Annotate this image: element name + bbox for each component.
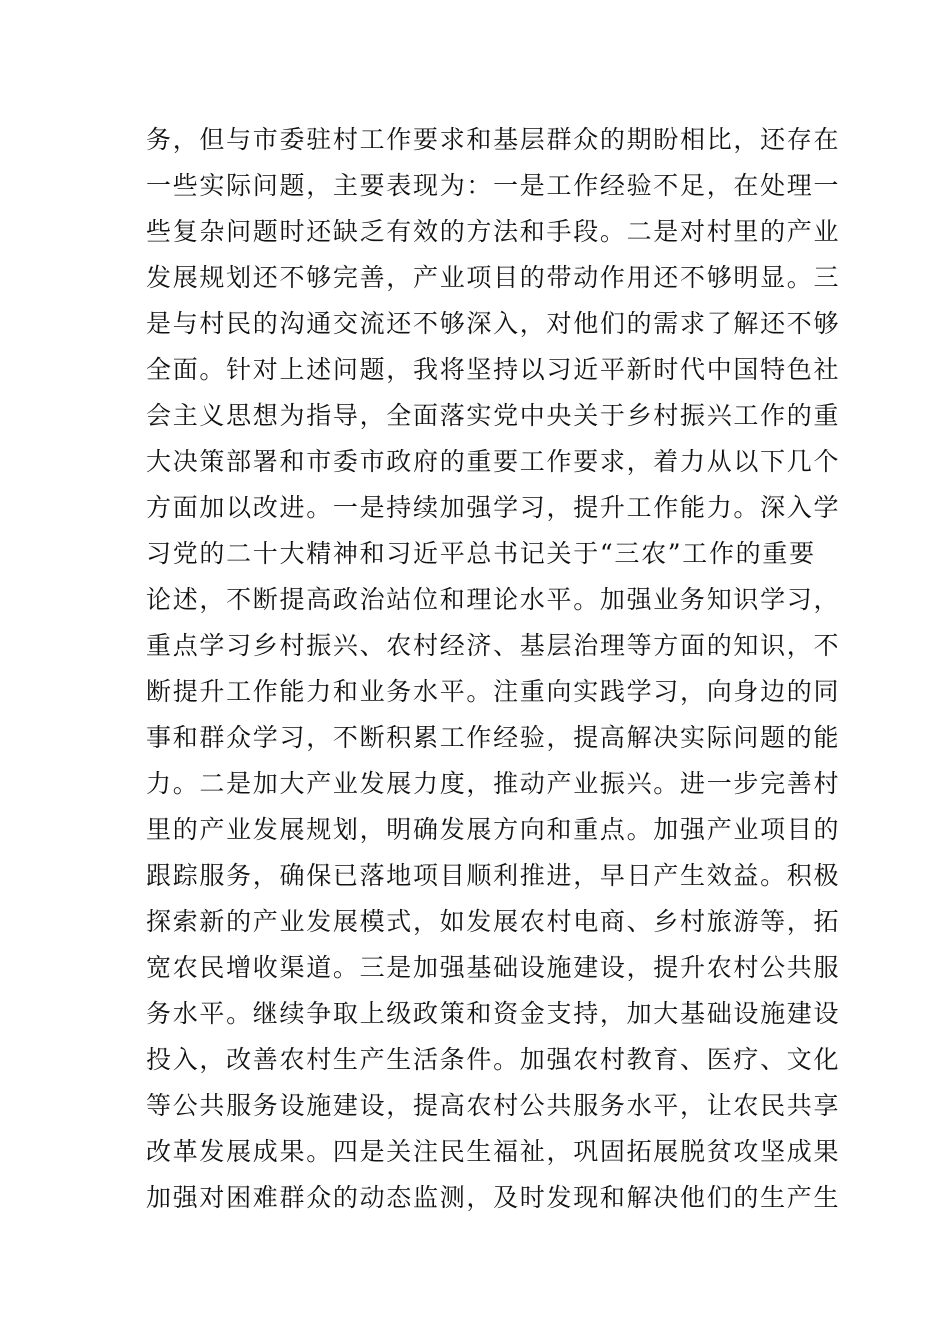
text-line: 务，但与市委驻村工作要求和基层群众的期盼相比，还存在 xyxy=(146,125,841,154)
text-line: 大决策部署和市委市政府的重要工作要求，着力从以下几个 xyxy=(146,447,841,476)
text-line: 力。二是加大产业发展力度，推动产业振兴。进一步完善村 xyxy=(146,769,841,798)
text-line: 跟踪服务，确保已落地项目顺利推进，早日产生效益。积极 xyxy=(146,861,841,890)
text-line: 习党的二十大精神和习近平总书记关于“三农”工作的重要 xyxy=(146,539,816,568)
text-line: 方面加以改进。一是持续加强学习，提升工作能力。深入学 xyxy=(146,493,841,522)
text-line: 会主义思想为指导，全面落实党中央关于乡村振兴工作的重 xyxy=(146,401,841,430)
text-line: 探索新的产业发展模式，如发展农村电商、乡村旅游等，拓 xyxy=(146,907,841,936)
text-line: 务水平。继续争取上级政策和资金支持，加大基础设施建设 xyxy=(146,999,841,1028)
text-line: 加强对困难群众的动态监测，及时发现和解决他们的生产生 xyxy=(146,1183,841,1212)
text-line: 是与村民的沟通交流还不够深入，对他们的需求了解还不够 xyxy=(146,309,841,338)
text-line: 论述，不断提高政治站位和理论水平。加强业务知识学习， xyxy=(146,585,841,614)
text-line: 里的产业发展规划，明确发展方向和重点。加强产业项目的 xyxy=(146,815,841,844)
body-text xyxy=(146,117,841,1221)
text-line: 些复杂问题时还缺乏有效的方法和手段。二是对村里的产业 xyxy=(146,217,841,246)
text-line: 断提升工作能力和业务水平。注重向实践学习，向身边的同 xyxy=(146,677,841,706)
text-line: 事和群众学习，不断积累工作经验，提高解决实际问题的能 xyxy=(146,723,841,752)
text-line: 改革发展成果。四是关注民生福祉，巩固拓展脱贫攻坚成果 xyxy=(146,1137,841,1166)
text-line: 投入，改善农村生产生活条件。加强农村教育、医疗、文化 xyxy=(146,1045,841,1074)
text-line: 宽农民增收渠道。三是加强基础设施建设，提升农村公共服 xyxy=(146,953,841,982)
text-line: 重点学习乡村振兴、农村经济、基层治理等方面的知识，不 xyxy=(146,631,841,660)
text-line: 全面。针对上述问题，我将坚持以习近平新时代中国特色社 xyxy=(146,355,841,384)
text-line: 发展规划还不够完善，产业项目的带动作用还不够明显。三 xyxy=(146,263,841,292)
text-line: 等公共服务设施建设，提高农村公共服务水平，让农民共享 xyxy=(146,1091,841,1120)
text-line: 一些实际问题，主要表现为：一是工作经验不足，在处理一 xyxy=(146,171,841,200)
